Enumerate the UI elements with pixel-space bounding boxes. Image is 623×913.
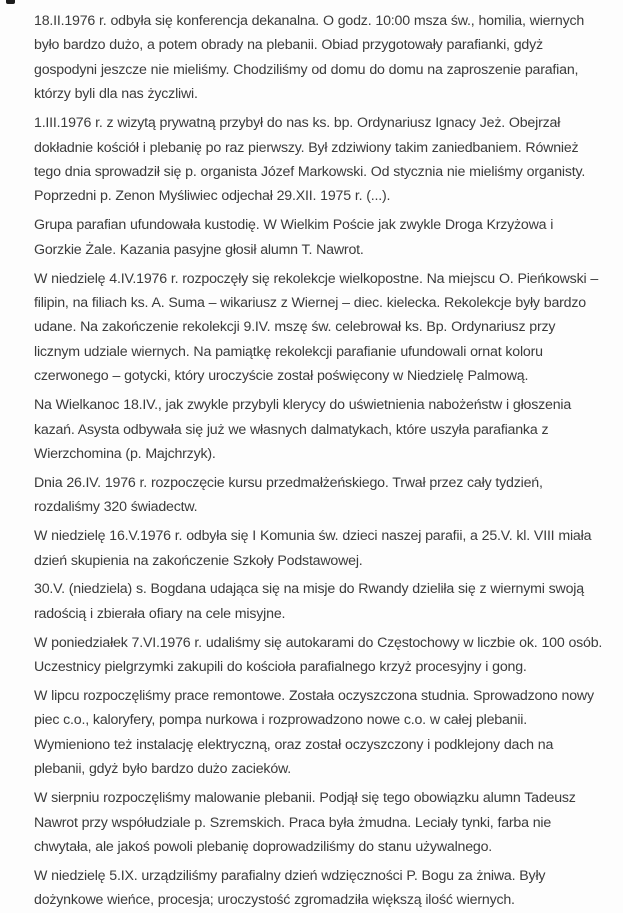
paragraph-conference-18-II-1976: 18.II.1976 r. odbyła się konferencja dekanalna. O godz. 10:00 msza św., homilia, wiernych było bardzo dużo, a potem obrady na plebanii. Obiad przygotowały parafianki, gdyż gospodyni jeszcze nie mieliśmy. Chodziliśmy od domu do domu na zaproszenie parafian, którzy byli dla nas życzliwi. [34, 13, 585, 103]
paragraph-painting-august: W sierpniu rozpoczęliśmy malowanie plebanii. Podjął się tego obowiązku alumn Tadeusz Nawrot przy współudziale p. Szremskich. Praca była żmudna. Leciały tynki, farba nie chwytała, ale jakoś powoli plebanię doprowadziliśmy do stanu używalnego. [34, 790, 576, 855]
paragraph-kustodia-lent: Grupa parafian ufundowała kustodię. W Wielkim Poście jak zwykle Droga Krzyżowa i Gorzkie Żale. Kazania pasyjne głosił alumn T. Nawrot. [34, 217, 554, 258]
paragraph-retreat-4-IV-1976: W niedzielę 4.IV.1976 r. rozpoczęły się rekolekcje wielkopostne. Na miejscu O. Pieńkowski – filipin, na filiach ks. A. Suma – wikariusz z Wiernej – diec. kielecka. Rekolekcje były bardzo udane. Na zakończenie rekolekcji 9.IV. mszę św. celebrował ks. Bp. Ordynariusz przy licznym udziale wiernych. Na pamiątkę rekolekcji parafianie ufundowali ornat koloru czerwonego – gotycki, który uroczyście został poświęcony w Niedzielę Palmową. [34, 270, 599, 385]
paragraph-renovations-july: W lipcu rozpoczęliśmy prace remontowe. Została oczyszczona studnia. Sprowadzono nowy piec c.o., kaloryfery, pompa nurkowa i rozprowadzono nowe c.o. w całej plebanii. Wymieniono też instalację elektryczną, oraz został oczyszczony i podklejony dach na plebanii, gdyż było bardzo dużo zacieków. [34, 688, 594, 778]
paragraph-harvest-festival-5-IX: W niedzielę 5.IX. urządziliśmy parafialny dzień wdzięczności P. Bogu za żniwa. Były dożynkowe wieńce, procesja; uroczystość zgromadziła większą ilość wiernych. [34, 867, 546, 909]
paragraph-pilgrimage-7-VI: W poniedziałek 7.VI.1976 r. udaliśmy się autokarami do Częstochowy w liczbie ok. 100 osób. Uczestnicy pielgrzymki zakupili do kościoła parafialnego krzyż procesyjny i gong. [34, 634, 603, 676]
paragraph-easter-18-IV: Na Wielkanoc 18.IV., jak zwykle przybyli klerycy do uświetnienia nabożeństw i głoszenia kazań. Asysta odbywała się już we własnych dalmatykach, które uszyła parafianka z Wierzchomina (p. Majchrzyk). [34, 397, 572, 462]
paragraph-premarital-course-26-IV: Dnia 26.IV. 1976 r. rozpoczęcie kursu przedmałżeńskiego. Trwał przez cały tydzień, rozdaliśmy 320 świadectw. [34, 474, 543, 516]
paragraph-first-communion-16-V: W niedzielę 16.V.1976 r. odbyła się I Komunia św. dzieci naszej parafii, a 25.V. kl. VIII miała dzień skupienia na zakończenie Szkoły Podstawowej. [34, 528, 592, 569]
paragraph-sister-bogdana-30-V: 30.V. (niedziela) s. Bogdana udająca się na misje do Rwandy dzieliła się z wiernymi swoją radością i zbierała ofiary na cele misyjne. [34, 581, 584, 622]
paragraph-bishop-visit-1-III-1976: 1.III.1976 r. z wizytą prywatną przybył do nas ks. bp. Ordynariusz Ignacy Jeż. Obejrzał dokładnie kościół i plebanię po raz pierwszy. Był zdziwiony takim zaniedbaniem. Również tego dnia sprowadził się p. organista Józef Markowski. Od stycznia nie mieliśmy organisty. Poprzedni p. Zenon Myśliwiec odjechał 29.XII. 1975 r. (...). [34, 115, 586, 205]
chronicle-text-body [34, 9, 604, 913]
